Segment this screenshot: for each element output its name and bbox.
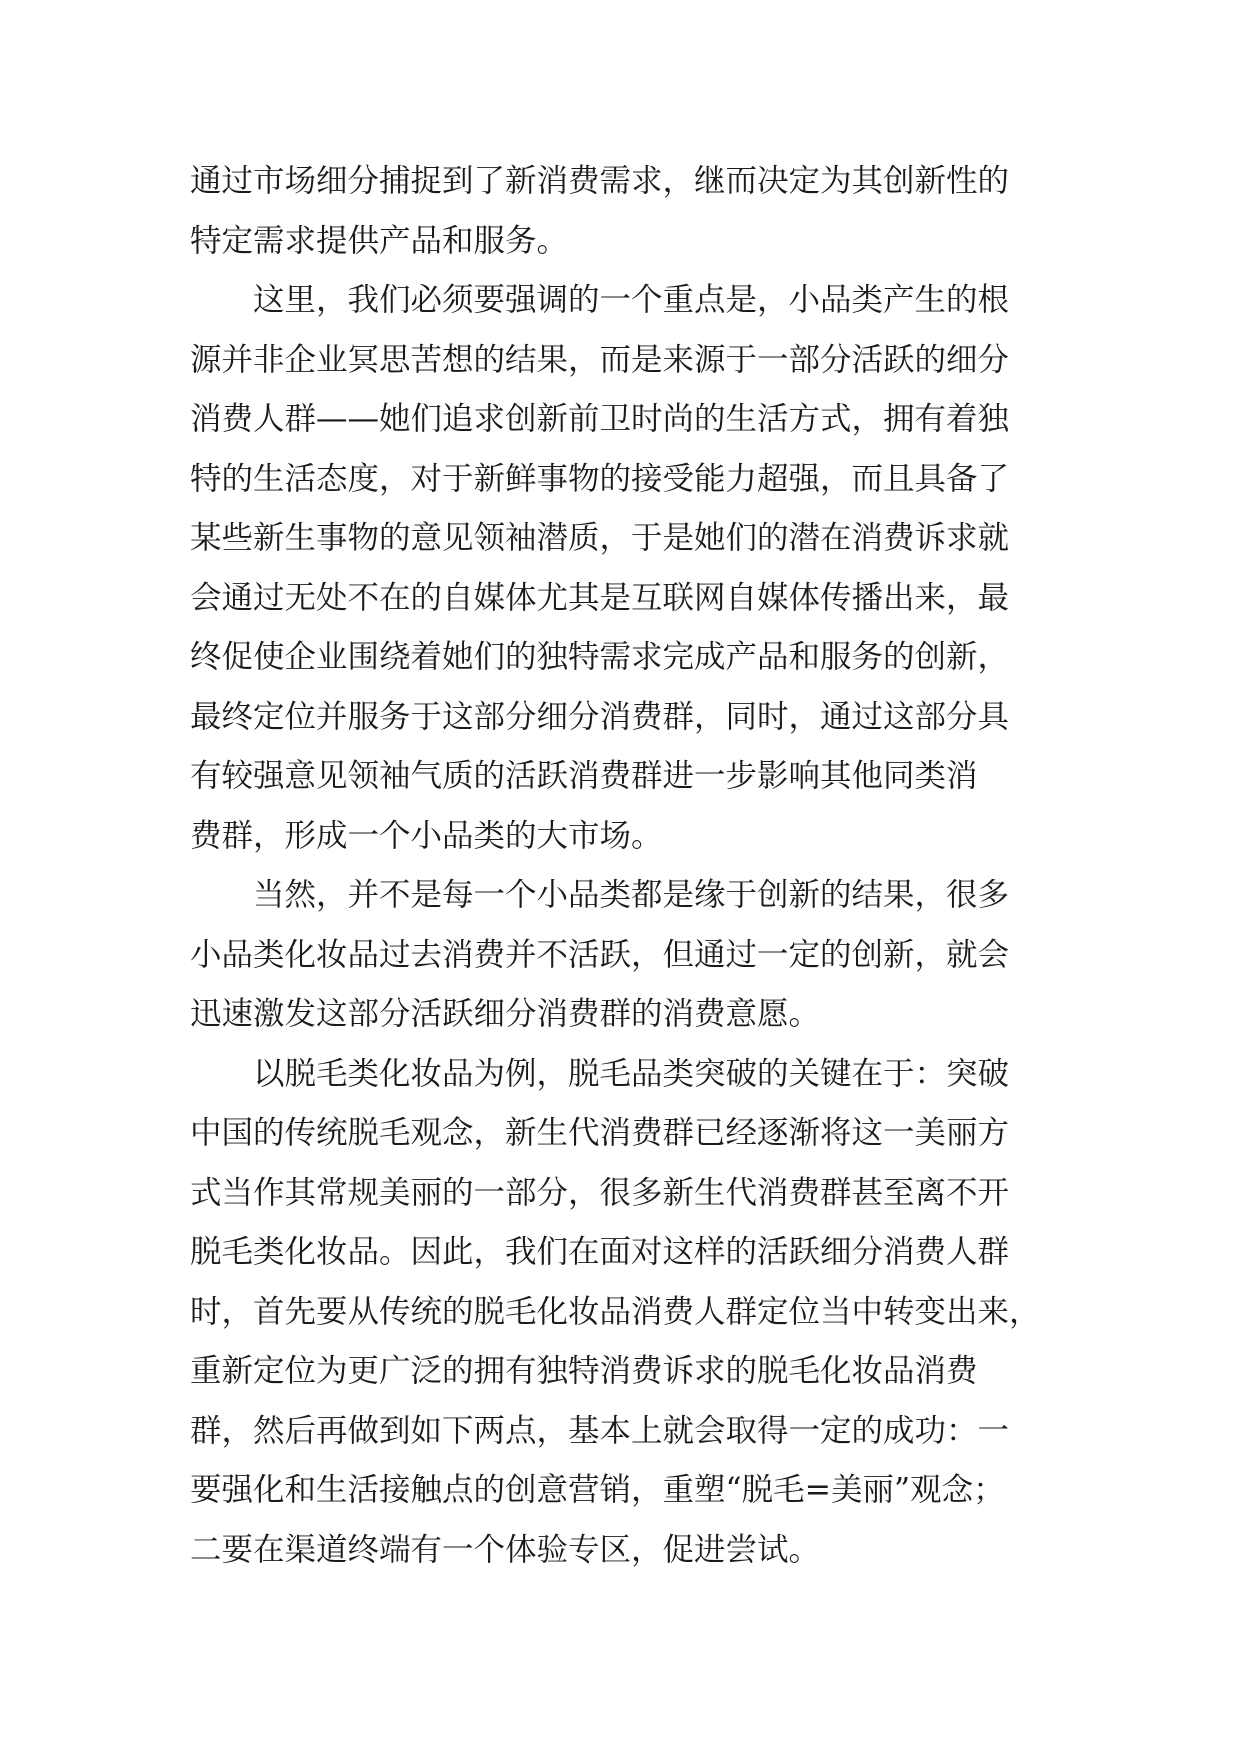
text-line: 最终定位并服务于这部分细分消费群，同时，通过这部分具 [190,698,1010,735]
text-line: 消费人群——她们追求创新前卫时尚的生活方式，拥有着独 [190,401,1010,437]
text-line: 源并非企业冥思苦想的结果，而是来源于一部分活跃的细分 [190,341,1010,378]
text-line: 某些新生事物的意见领袖潜质，于是她们的潜在消费诉求就 [190,520,1010,556]
text-line: 二要在渠道终端有一个体验专区，促进尝试。 [190,1531,821,1568]
paragraph-start-line: 当然，并不是每一个小品类都是缘于创新的结果，很多 [253,877,1010,913]
text-line: 费群，形成一个小品类的大市场。 [190,817,663,854]
body-text [190,152,1070,1580]
paragraph-start-line: 以脱毛类化妆品为例，脱毛品类突破的关键在于：突破 [253,1055,1010,1092]
text-line: 要强化和生活接触点的创意营销，重塑“脱毛=美丽”观念； [190,1472,1005,1508]
text-line: 中国的传统脱毛观念，新生代消费群已经逐渐将这一美丽方 [190,1115,1010,1151]
text-line: 群，然后再做到如下两点，基本上就会取得一定的成功：一 [190,1412,1010,1449]
text-line: 脱毛类化妆品。因此，我们在面对这样的活跃细分消费人群 [190,1234,1010,1270]
text-line: 特定需求提供产品和服务。 [190,222,569,259]
text-line: 小品类化妆品过去消费并不活跃，但通过一定的创新，就会 [190,936,1010,973]
text-line: 重新定位为更广泛的拥有独特消费诉求的脱毛化妆品消费 [190,1353,978,1389]
paragraph-start-line: 这里，我们必须要强调的一个重点是，小品类产生的根 [253,282,1010,318]
text-line: 有较强意见领袖气质的活跃消费群进一步影响其他同类消 [190,758,978,794]
text-line: 通过市场细分捕捉到了新消费需求，继而决定为其创新性的 [190,163,1010,199]
text-line: 终促使企业围绕着她们的独特需求完成产品和服务的创新， [190,639,1010,675]
text-line: 会通过无处不在的自媒体尤其是互联网自媒体传播出来，最 [190,579,1010,616]
text-line: 式当作其常规美丽的一部分，很多新生代消费群甚至离不开 [190,1174,1010,1211]
text-line: 特的生活态度，对于新鲜事物的接受能力超强，而且具备了 [190,460,1010,497]
text-line: 迅速激发这部分活跃细分消费群的消费意愿。 [190,996,821,1032]
text-line: 时，首先要从传统的脱毛化妆品消费人群定位当中转变出来， [190,1293,1041,1330]
